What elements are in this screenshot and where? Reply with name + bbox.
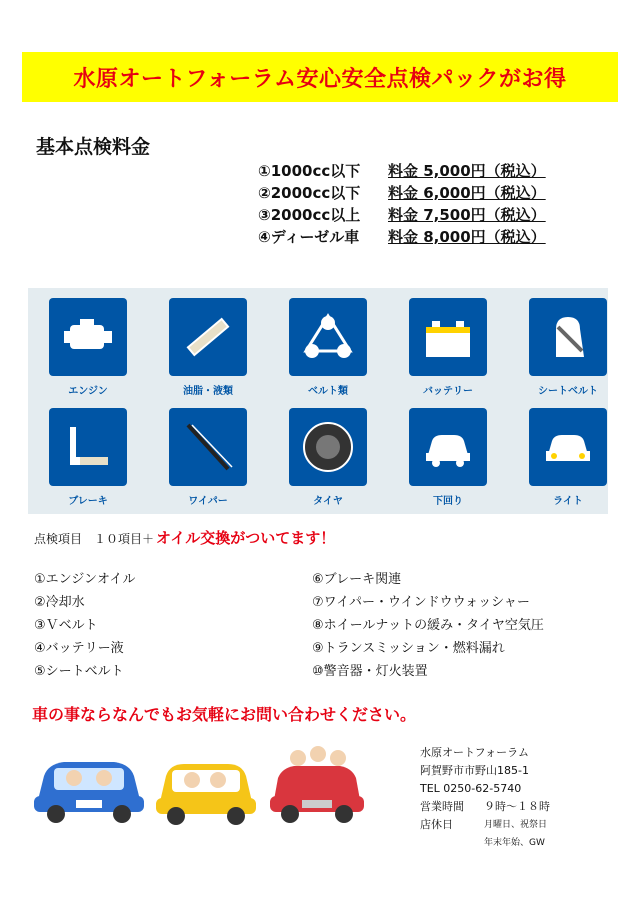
price-value: 料金 7,500円（税込） <box>388 206 546 224</box>
icon-label: シートベルト <box>538 386 598 397</box>
icon-tile <box>388 408 508 507</box>
undercarriage-icon <box>409 408 487 486</box>
closed-extra: 年末年始、GW <box>484 838 545 848</box>
red-car-illustration <box>268 738 366 828</box>
icon-label: ライト <box>553 496 583 507</box>
icon-tile <box>28 408 148 507</box>
price-row <box>258 204 546 226</box>
closed-extra-row <box>420 834 550 852</box>
price-row <box>258 182 546 204</box>
shop-name: 水原オートフォーラム <box>420 746 530 759</box>
list-item: ③Ｖベルト <box>34 618 98 633</box>
contact-message: 車の事ならなんでもお気軽にお問い合わせください。 <box>32 705 417 724</box>
price-row <box>258 226 546 248</box>
shop-info <box>420 744 550 852</box>
price-label: ④ディーゼル車 <box>258 228 360 246</box>
shop-tel: TEL 0250-62-5740 <box>420 782 522 795</box>
seatbelt-icon <box>529 298 607 376</box>
price-label: ②2000cc以下 <box>258 184 361 202</box>
list-item: ①エンジンオイル <box>34 572 136 587</box>
yellow-car-illustration <box>152 746 260 828</box>
icon-label: ベルト類 <box>308 386 348 397</box>
battery-icon <box>409 298 487 376</box>
price-value: 料金 6,000円（税込） <box>388 184 546 202</box>
list-item: ⑨トランスミッション・燃料漏れ <box>312 641 505 656</box>
closed-value: 月曜日、祝祭日 <box>484 820 548 830</box>
inspection-icon-panel <box>28 288 608 514</box>
list-item: ⑧ホイールナットの緩み・タイヤ空気圧 <box>312 618 544 633</box>
oil-change-highlight: オイル交換がついてます！ <box>156 529 336 547</box>
closed-row <box>420 816 550 834</box>
price-label: ①1000cc以下 <box>258 162 361 180</box>
icon-label: バッテリー <box>423 386 473 397</box>
icon-tile <box>148 298 268 397</box>
fluid-icon <box>169 298 247 376</box>
engine-icon <box>49 298 127 376</box>
price-value: 料金 8,000円（税込） <box>388 228 546 246</box>
closed-label: 店休日 <box>420 818 453 831</box>
belt-icon <box>289 298 367 376</box>
list-item: ⑥ブレーキ関連 <box>312 572 402 587</box>
price-row <box>258 160 546 182</box>
light-icon <box>529 408 607 486</box>
list-item: ②冷却水 <box>34 595 85 610</box>
icon-tile <box>508 408 628 507</box>
price-label: ③2000cc以上 <box>258 206 361 224</box>
blue-car-illustration <box>30 742 148 826</box>
icon-label: ワイパー <box>188 496 228 507</box>
price-value: 料金 5,000円（税込） <box>388 162 546 180</box>
tire-icon <box>289 408 367 486</box>
list-item: ⑦ワイパー・ウインドウウォッシャー <box>312 595 530 610</box>
icon-label: タイヤ <box>313 496 343 507</box>
title-banner <box>22 52 618 102</box>
hours-row <box>420 798 550 816</box>
icon-tile <box>388 298 508 397</box>
banner-title: 水原オートフォーラム安心安全点検パックがお得 <box>73 66 567 92</box>
check-items-right <box>312 568 544 683</box>
icon-label: 油脂・液類 <box>183 386 233 397</box>
icon-tile <box>268 298 388 397</box>
list-item: ⑩警音器・灯火装置 <box>312 664 428 679</box>
brake-icon <box>49 408 127 486</box>
check-items-left <box>34 568 135 683</box>
hours-value: ９時～１８時 <box>484 800 550 813</box>
pricing-title: 基本点検料金 <box>36 136 151 158</box>
shop-address: 阿賀野市市野山185-1 <box>420 764 529 777</box>
hours-label: 営業時間 <box>420 800 464 813</box>
icon-label: ブレーキ <box>68 496 108 507</box>
icon-tile <box>148 408 268 507</box>
icon-tile <box>268 408 388 507</box>
check-summary <box>34 527 335 548</box>
icon-label: 下回り <box>433 496 463 507</box>
list-item: ④バッテリー液 <box>34 641 124 656</box>
icon-label: エンジン <box>68 386 108 397</box>
check-count: 点検項目 １０項目＋ <box>34 532 155 546</box>
wiper-icon <box>169 408 247 486</box>
icon-tile <box>28 298 148 397</box>
price-list <box>258 160 546 248</box>
icon-tile <box>508 298 628 397</box>
list-item: ⑤シートベルト <box>34 664 124 679</box>
